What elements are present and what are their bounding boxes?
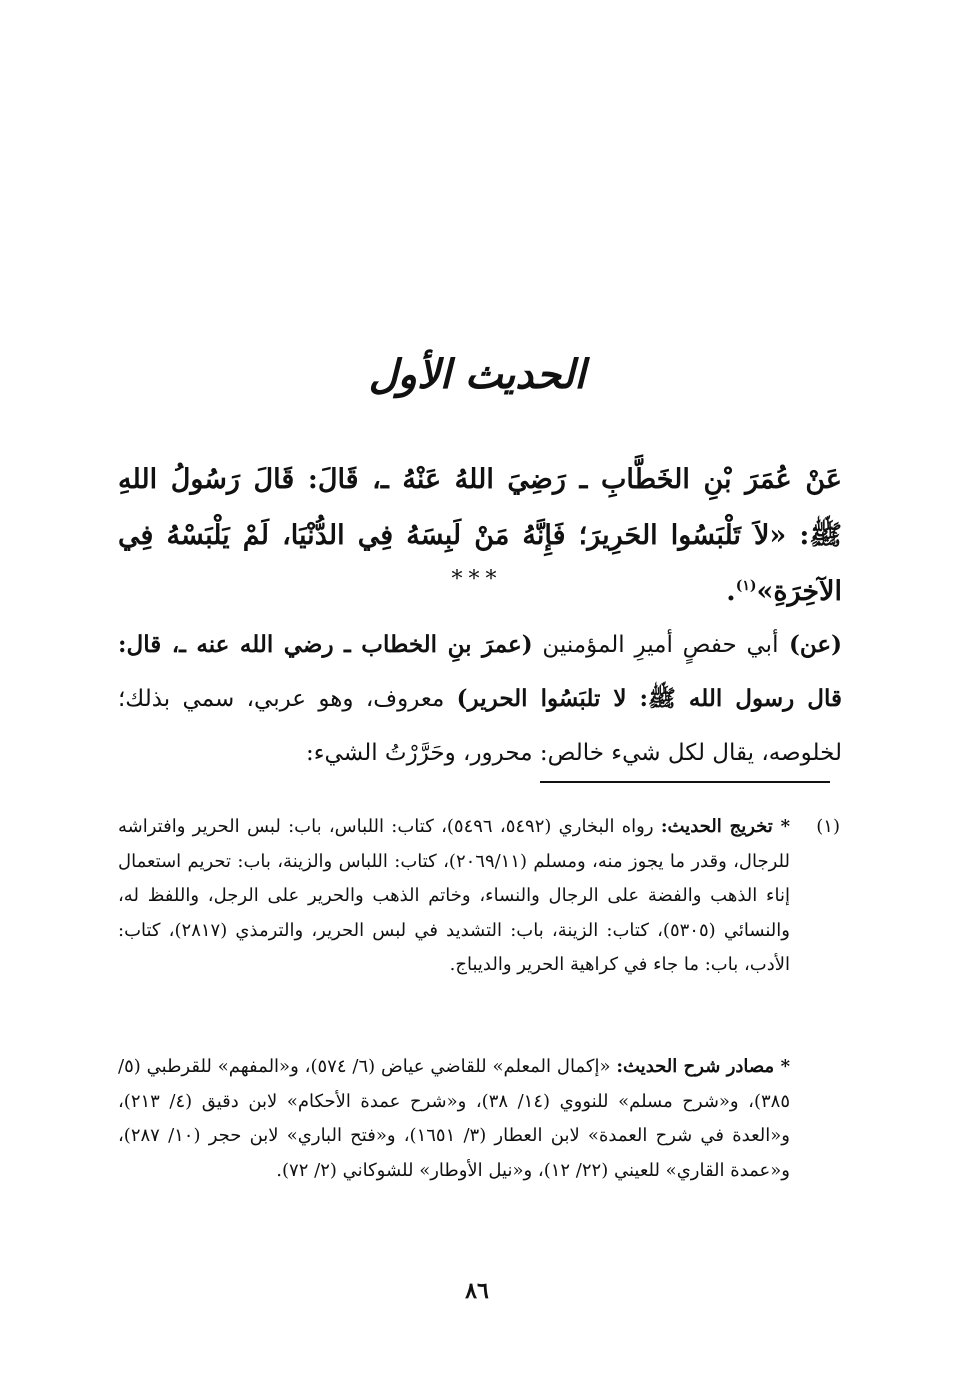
commentary-intro: (عن) [778, 631, 842, 658]
takhrij-text: رواه البخاري (٥٤٩٢، ٥٤٩٦)، كتاب: اللباس، باب: لبس الحرير وافتراشه للرجال، وقدر ما يجوز منه، ومسلم (٢٠٦٩/١١)، كتاب: اللباس والزينة، باب: تحريم استعمال إناء الذهب والفضة على الرجال والنساء، وخاتم الذهب والحرير على الرجل، واللفظ له، والنسائي (٥٣٠٥)، كتاب: الزينة، باب: التشديد في لبس الحرير، والترمذي (٢٨١٧)، كتاب: الأدب، باب: ما جاء في كراهية الحرير والديباج. [118, 816, 790, 975]
page-number: ٨٦ [465, 1278, 489, 1304]
sources-text: «إكمال المعلم» للقاضي عياض (٦/ ٥٧٤)، و«المفهم» للقرطبي (٥/ ٣٨٥)، و«شرح مسلم» للنووي (١٤/ ٣٨)، و«شرح عمدة الأحكام» لابن دقيق (٤/ ٢١٣)، و«العدة في شرح العمدة» لابن العطار (٣/ ١٦٥١)، و«فتح الباري» لابن حجر (١٠/ ٢٨٧)، و«عمدة القاري» للعيني (٢٢/ ١٢)، و«نيل الأوطار» للشوكاني (٢/ ٧٢). [118, 1056, 791, 1181]
footnote-number: (١) [816, 816, 840, 837]
hadith-text [118, 452, 842, 620]
hadith-body: عَنْ عُمَرَ بْنِ الخَطَّابِ ـ رَضِيَ اللهُ عَنْهُ ـ، قَالَ: قَالَ رَسُولُ اللهِ ﷺ: «لاَ تَلْبَسُوا الحَرِيرَ؛ فَإِنَّهُ مَنْ لَبِسَهُ فِي الدُّنْيَا، لَمْ يَلْبَسْهُ فِي الآخِرَةِ» [118, 464, 842, 607]
hadith-end: . [726, 576, 736, 607]
footnote-divider [540, 781, 830, 783]
chapter-title: الحديث الأول [368, 351, 586, 398]
footnote-sources [118, 1050, 790, 1188]
sources-label: * مصادر شرح الحديث: [616, 1056, 790, 1077]
section-separator: *** [451, 567, 503, 592]
commentary-explanation: معروف، وهو عربي، سمي بذلك؛ لخلوصه، يقال لكل شيء خالص: محرور، وحَرَّرْتُ الشيء: [118, 686, 842, 766]
commentary-quoted-matn: (عمرَ بنِ الخطاب ـ رضي الله عنه ـ، قال: قال رسول الله ﷺ: لا تلبَسُوا الحرير) [118, 631, 842, 712]
footnote-takhrij [118, 810, 790, 983]
commentary-paragraph [118, 618, 842, 780]
takhrij-label: * تخريج الحديث: [660, 816, 790, 837]
footnote-reference[interactable]: (١) [735, 578, 757, 594]
commentary-kunya: أبي حفصٍ أميرِ المؤمنين [532, 632, 779, 658]
